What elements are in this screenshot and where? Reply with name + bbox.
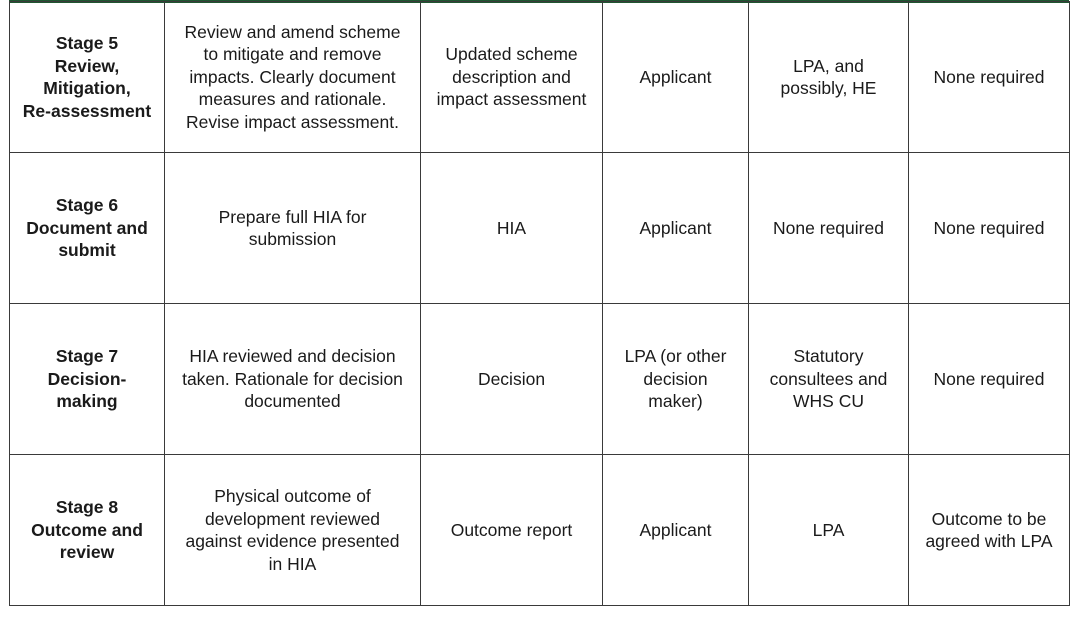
hia-process-table — [9, 1, 1070, 606]
responsibility-line: maker) — [648, 391, 703, 412]
consultation-line: possibly, HE — [780, 78, 877, 98]
approval-cell — [909, 455, 1070, 606]
stage-line: submit — [58, 240, 116, 261]
stage-line: Outcome and — [31, 519, 143, 540]
table-row — [10, 455, 1070, 606]
stage-line: Mitigation, — [43, 78, 131, 98]
activity-cell — [165, 455, 421, 606]
activity-line: taken. Rationale for decision — [182, 368, 403, 389]
output-cell — [421, 2, 603, 153]
consultation-line: Statutory — [793, 346, 864, 367]
output-line: impact assessment — [436, 89, 587, 110]
approval-cell — [909, 2, 1070, 153]
activity-line: impacts. Clearly document — [189, 66, 396, 87]
activity-line: against evidence presented — [185, 531, 400, 551]
stage-cell — [10, 304, 165, 455]
activity-line: measures and rationale. — [198, 89, 387, 110]
responsibility-line: Applicant — [639, 519, 712, 540]
output-cell — [421, 455, 603, 606]
stage-cell — [10, 2, 165, 153]
responsibility-cell — [603, 153, 749, 304]
output-cell — [421, 304, 603, 455]
activity-line: documented — [244, 391, 341, 412]
stage-line: Stage 8 — [55, 497, 119, 518]
responsibility-line: Applicant — [639, 217, 712, 238]
consultation-line: LPA, and — [793, 55, 864, 76]
activity-line: Review and amend scheme — [184, 21, 401, 42]
hia-process-table-wrapper — [9, 1, 1069, 606]
responsibility-line: LPA (or other — [624, 346, 727, 367]
responsibility-cell — [603, 2, 749, 153]
approval-line: agreed with LPA — [925, 531, 1053, 551]
approval-cell — [909, 153, 1070, 304]
activity-cell — [165, 2, 421, 153]
activity-line: to mitigate and remove — [203, 44, 382, 65]
activity-line: development reviewed — [204, 508, 381, 529]
activity-line: Revise impact assessment. — [186, 111, 399, 132]
output-line: HIA — [496, 217, 527, 238]
activity-cell — [165, 153, 421, 304]
table-row — [10, 304, 1070, 455]
activity-line: Prepare full HIA for — [218, 206, 367, 227]
stage-line: Stage 6 — [55, 195, 119, 216]
stage-line: Re-assessment — [22, 100, 152, 121]
activity-cell — [165, 304, 421, 455]
consultation-cell — [749, 153, 909, 304]
stage-cell — [10, 455, 165, 606]
output-cell — [421, 153, 603, 304]
stage-line: Review, — [54, 55, 120, 76]
consultation-cell — [749, 455, 909, 606]
approval-line: None required — [933, 368, 1045, 389]
stage-line: Decision- — [47, 368, 127, 389]
consultation-line: None required — [773, 217, 884, 238]
consultation-cell — [749, 2, 909, 153]
approval-line: None required — [933, 66, 1045, 87]
approval-line: Outcome to be — [931, 508, 1047, 529]
table-row — [10, 153, 1070, 304]
output-line: Decision — [477, 368, 546, 389]
consultation-cell — [749, 304, 909, 455]
activity-line: submission — [248, 229, 337, 249]
responsibility-cell — [603, 455, 749, 606]
table-row — [10, 2, 1070, 153]
consultation-line: LPA — [812, 519, 845, 540]
stage-line: Stage 7 — [55, 346, 119, 367]
consultation-line: consultees and — [769, 368, 888, 389]
stage-line: Stage 5 — [55, 33, 119, 53]
output-line: description and — [452, 66, 571, 87]
activity-line: HIA reviewed and decision — [189, 346, 396, 367]
responsibility-cell — [603, 304, 749, 455]
output-line: Updated scheme — [445, 44, 578, 65]
responsibility-line: decision — [643, 368, 708, 389]
activity-line: Physical outcome of — [214, 486, 371, 506]
stage-line: Document and — [26, 217, 148, 238]
approval-line: None required — [933, 217, 1045, 238]
stage-cell — [10, 153, 165, 304]
consultation-line: WHS CU — [793, 391, 864, 412]
responsibility-line: Applicant — [639, 66, 712, 87]
activity-line: in HIA — [268, 553, 317, 574]
approval-cell — [909, 304, 1070, 455]
stage-line: making — [56, 391, 118, 412]
output-line: Outcome report — [450, 519, 573, 540]
stage-line: review — [59, 542, 115, 563]
